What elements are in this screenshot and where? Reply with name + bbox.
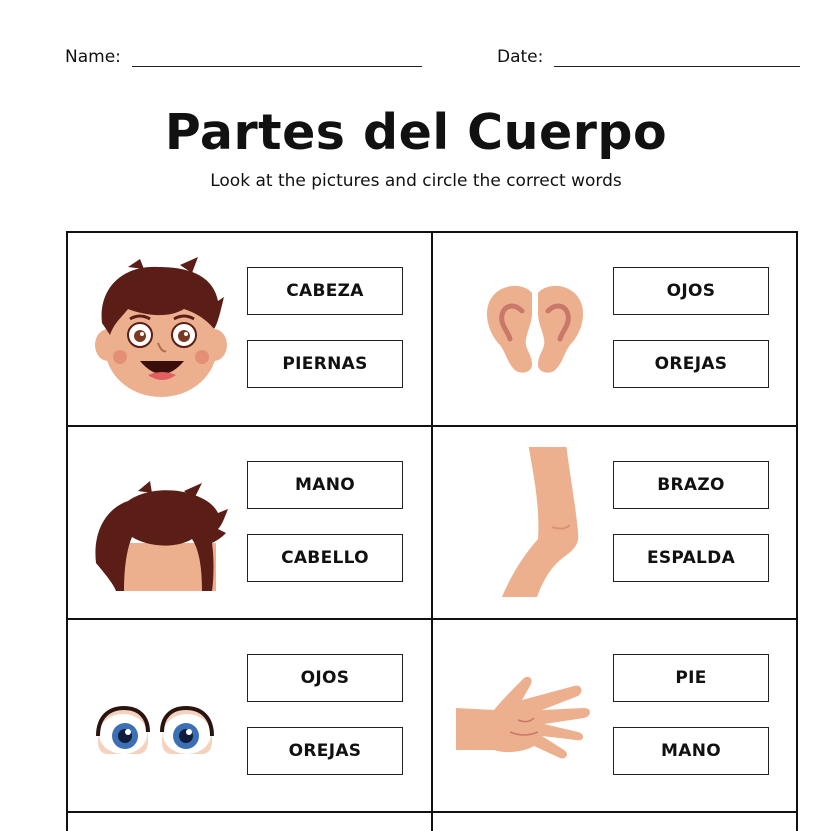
eyes-icon [88, 640, 244, 790]
word-option[interactable]: OJOS [247, 654, 403, 702]
hair-icon [88, 447, 244, 597]
word-option[interactable]: BRAZO [613, 461, 769, 509]
hand-icon [454, 640, 610, 790]
date-input-line[interactable] [554, 66, 800, 67]
name-input-line[interactable] [132, 66, 422, 67]
word-option[interactable]: PIERNAS [247, 340, 403, 388]
question-cell [432, 231, 798, 425]
arm-icon [454, 447, 610, 597]
word-option[interactable]: OREJAS [247, 727, 403, 775]
word-option[interactable]: PIE [613, 654, 769, 702]
question-cell [66, 618, 432, 812]
question-cell [66, 425, 432, 619]
ears-icon [454, 253, 610, 403]
word-option[interactable]: ESPALDA [613, 534, 769, 582]
worksheet-grid [66, 231, 798, 831]
question-cell [432, 425, 798, 619]
boy-face-icon [88, 253, 244, 403]
word-option[interactable]: OREJAS [613, 340, 769, 388]
question-cell [66, 231, 432, 425]
name-label: Name: [65, 47, 121, 67]
word-option[interactable]: MANO [613, 727, 769, 775]
question-cell [432, 618, 798, 812]
word-option[interactable]: CABEZA [247, 267, 403, 315]
word-option[interactable]: CABELLO [247, 534, 403, 582]
word-option[interactable]: OJOS [613, 267, 769, 315]
instructions-text: Look at the pictures and circle the correct words [210, 171, 622, 191]
word-option[interactable]: MANO [247, 461, 403, 509]
date-label: Date: [497, 47, 544, 67]
page-title: Partes del Cuerpo [164, 104, 668, 161]
